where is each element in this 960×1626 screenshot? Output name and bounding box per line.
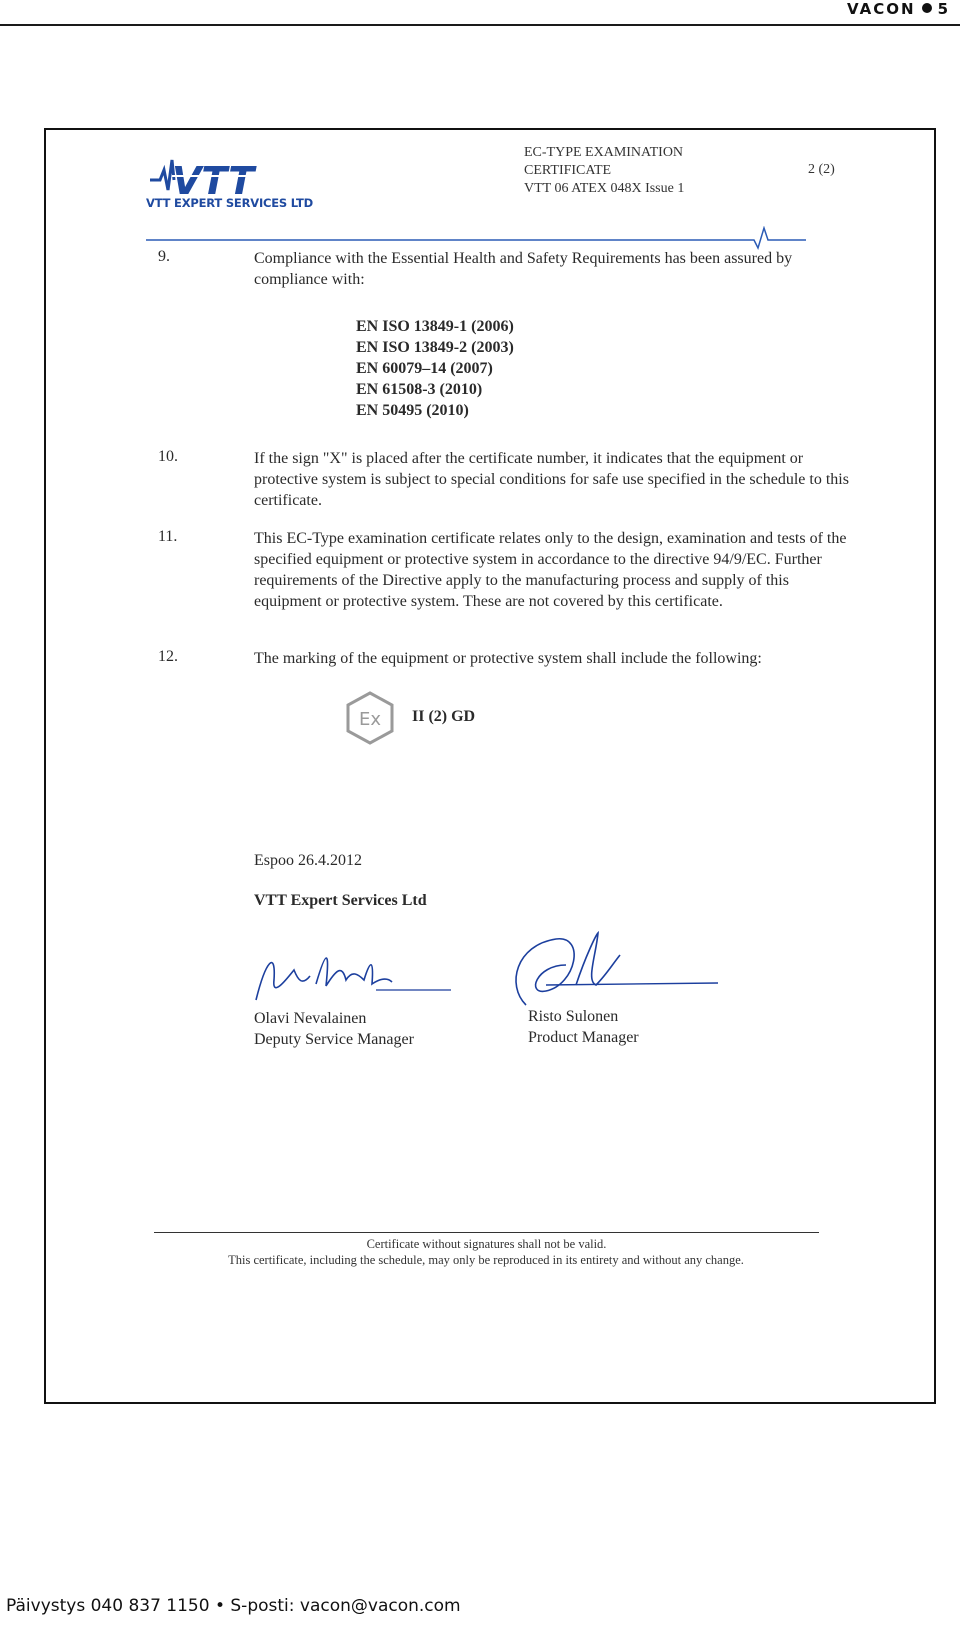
heading-line-3: VTT 06 ATEX 048X Issue 1 [524,181,685,196]
standards-list [356,316,514,421]
signatory-title: Deputy Service Manager [254,1031,414,1048]
certificate-frame [44,128,936,1404]
heading-line-2: CERTIFICATE [524,163,612,178]
issuing-company: VTT Expert Services Ltd [254,892,427,909]
page-header [0,0,960,26]
signatory-title: Product Manager [528,1029,639,1046]
equipment-marking: II (2) GD [412,708,476,725]
bullet-icon [922,3,932,13]
logo-wordmark: VTT [172,159,255,203]
certificate-page-ref: 2 (2) [808,162,835,177]
section-12-number: 12. [158,648,178,665]
signatory-1 [254,1008,414,1050]
logo-subtitle: VTT EXPERT SERVICES LTD [146,196,314,210]
place-and-date: Espoo 26.4.2012 [254,852,362,869]
vtt-logo [146,150,316,224]
brand-name: VACON [847,0,916,18]
footnote-validity: Certificate without signatures shall not be valid. [366,1237,607,1251]
standard-item: EN ISO 13849-2 (2003) [356,339,514,356]
signatory-2 [528,1006,639,1048]
signatory-name: Olavi Nevalainen [254,1010,367,1027]
footer-divider [154,1232,819,1233]
ex-hexagon-icon [342,690,398,746]
standard-item: EN ISO 13849-1 (2006) [356,318,514,335]
certificate-heading [524,144,684,198]
section-11-number: 11. [158,528,178,545]
heading-line-1: EC-TYPE EXAMINATION [524,145,684,160]
signature-olavi-nevalainen [246,940,456,1010]
section-12-text: The marking of the equipment or protective system shall include the following: [254,650,762,667]
standard-item: EN 50495 (2010) [356,402,469,419]
section-10-text: If the sign "X" is placed after the certificate number, it indicates that the equipment or protective system is subject to special conditions for safe use specified in the schedule to this certificate. [254,450,849,509]
footnote-reproduction: This certificate, including the schedule, may only be reproduced in its entirety and without any change. [228,1253,744,1267]
signature-risto-sulonen [486,925,736,1015]
section-11-text: This EC-Type examination certificate relates only to the design, examination and tests of the specified equipment or protective system in accordance to the directive 94/9/EC. Further requirements of the Directive apply to the manufacturing process and supply of this equipment or protective system. These are not covered by this certificate. [254,530,847,610]
header-brand [847,0,950,18]
section-9-number: 9. [158,248,170,265]
page-footer-contact: Päivystys 040 837 1150 • S-posti: vacon@vacon.com [6,1596,461,1616]
standard-item: EN 60079–14 (2007) [356,360,493,377]
standard-item: EN 61508-3 (2010) [356,381,483,398]
section-9-text: Compliance with the Essential Health and Safety Requirements has been assured by compliance with: [254,250,793,288]
page-number: 5 [937,0,950,18]
ex-symbol-text: Ex [358,709,382,730]
signatory-name: Risto Sulonen [528,1008,619,1025]
section-10-number: 10. [158,448,178,465]
